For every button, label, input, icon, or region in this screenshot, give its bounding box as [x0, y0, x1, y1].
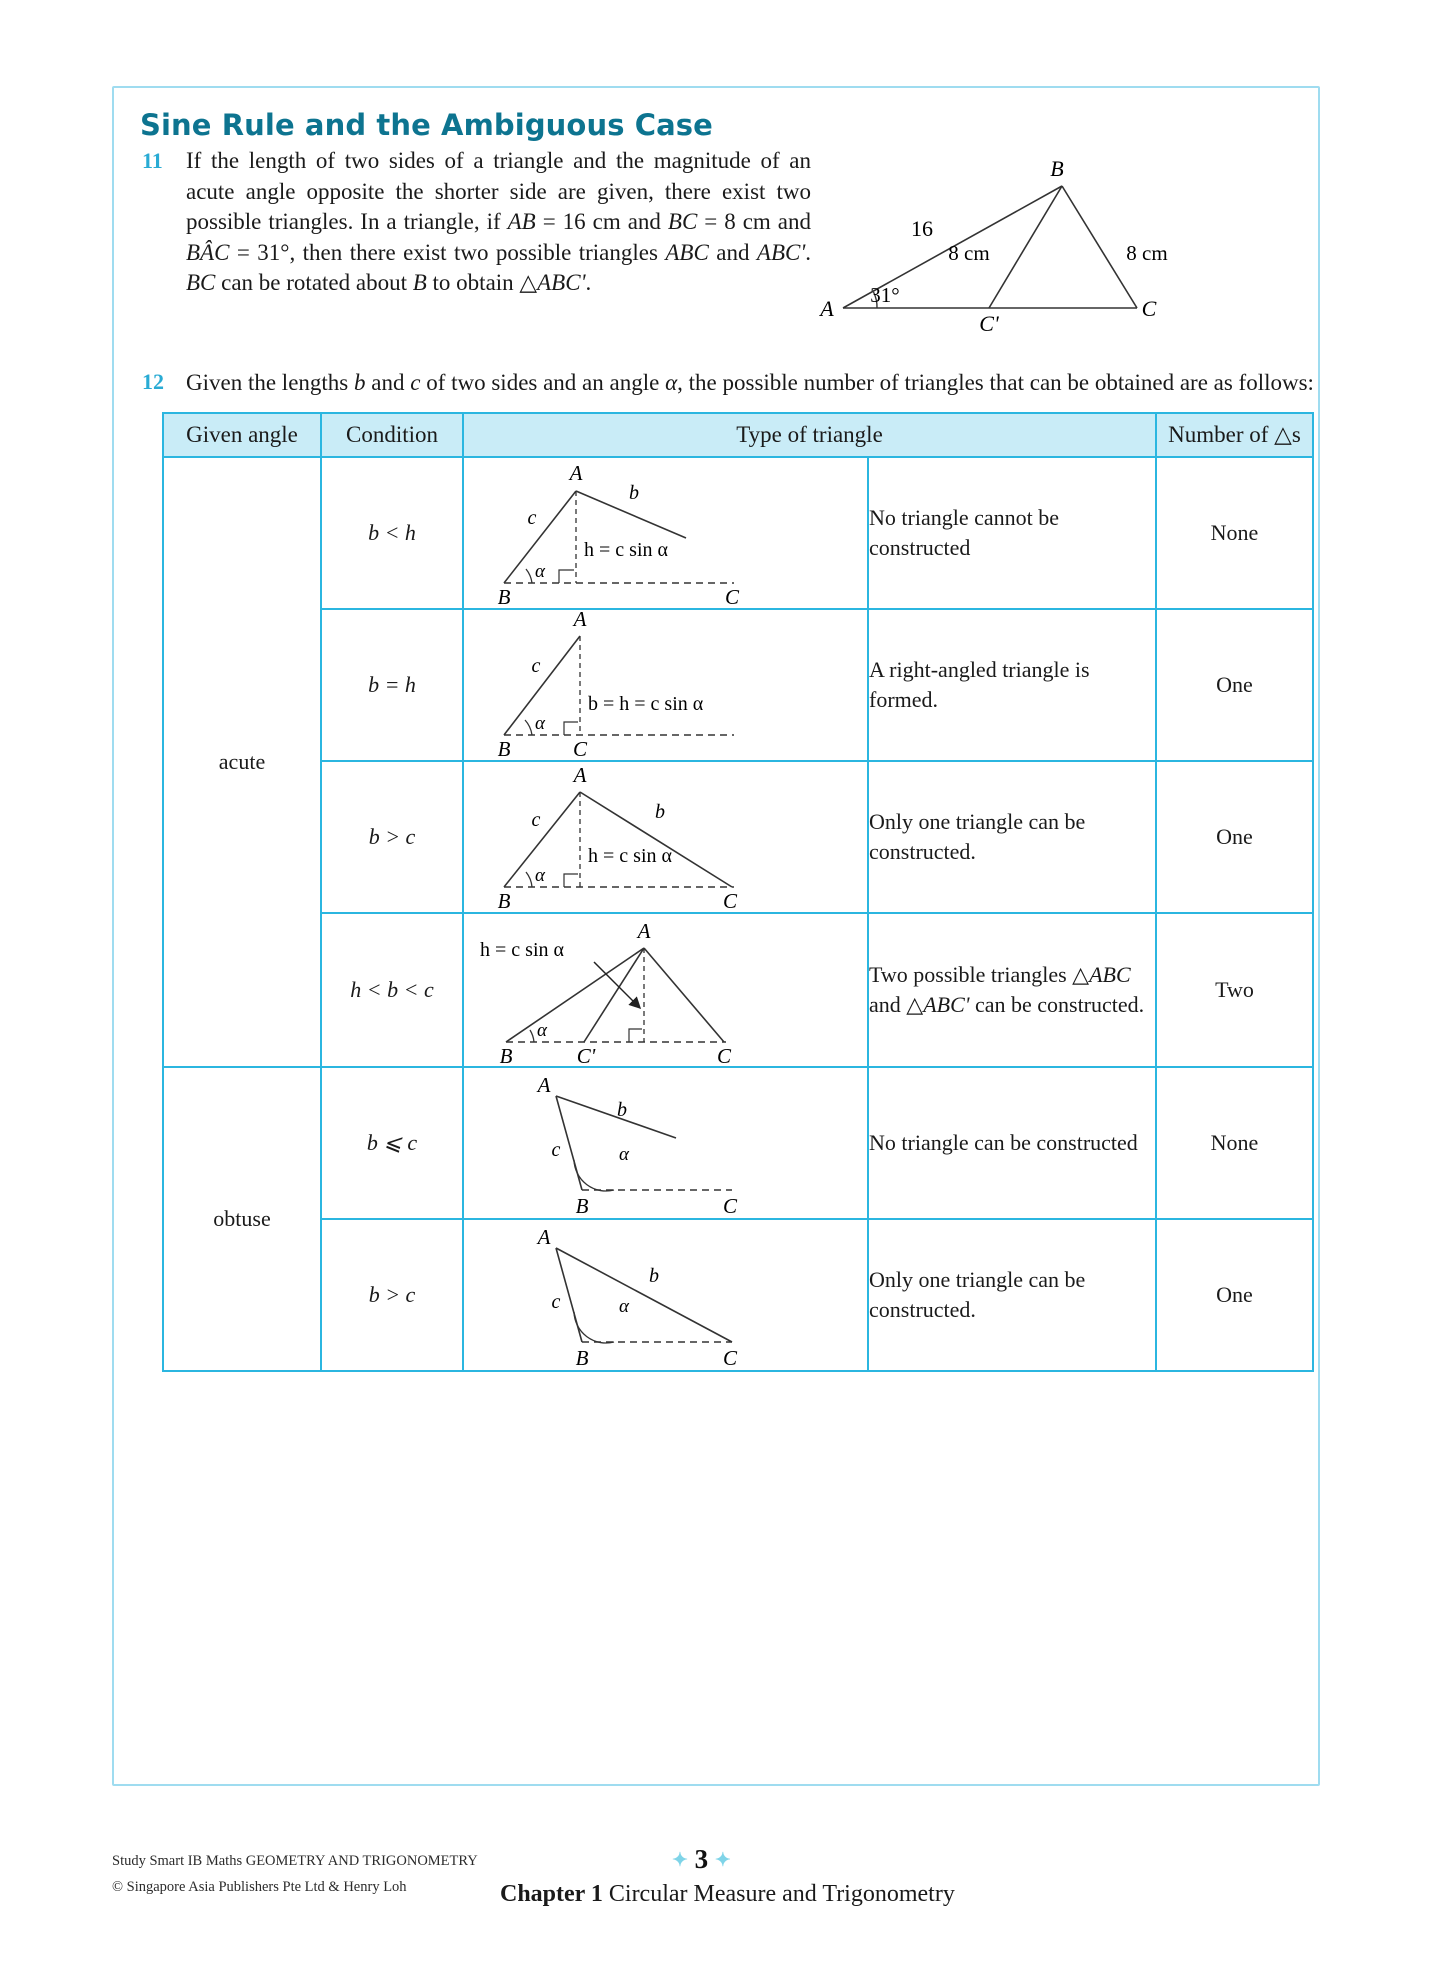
item-11-math-abc-prime: ABC' [756, 239, 806, 265]
item-11-text-part-7: can be rotated about [215, 270, 413, 295]
row-5-label-b: b [617, 1099, 627, 1121]
footer-left-block [112, 1848, 478, 1900]
row-3-label-h: h = c sin α [588, 845, 672, 867]
fig-acute-b-greater-c [464, 762, 754, 912]
fig11-label-B: B [1050, 156, 1064, 181]
fig11-label-C-prime: C' [979, 311, 999, 336]
row-1-label-C: C [724, 585, 740, 608]
row-2-condition: b = h [321, 609, 463, 761]
row-4-condition: h < b < c [321, 913, 463, 1067]
row-4-description [868, 913, 1156, 1067]
item-11-text-part-1: If the length of two sides of a triangle and the magnitude of an acute angle opposite the shorter side are given, there exist two possible triangles. In a triangle, if [186, 148, 811, 234]
row-5-label-alpha: α [619, 1144, 629, 1165]
table-row [163, 457, 1313, 609]
item-11-text-part-5: and [708, 239, 757, 265]
item-12-text-part-4: , the possible number of triangles that can be obtained are as follows: [677, 370, 1314, 395]
row-5-label-B: B [575, 1194, 589, 1218]
footer-line-2: © Singapore Asia Publishers Pte Ltd & Henry Loh [112, 1879, 407, 1895]
row-2-figure [463, 609, 868, 761]
row-5-condition: b ⩽ c [321, 1067, 463, 1219]
row-6-label-alpha: α [619, 1296, 629, 1317]
ambiguous-case-table [162, 412, 1314, 1372]
page-number: 3 [694, 1844, 709, 1874]
page-title: Sine Rule and the Ambiguous Case [140, 108, 713, 142]
fig-acute-h-b-c [464, 914, 754, 1066]
fig11-label-8cm-right: 8 cm [1126, 241, 1168, 265]
row-2-label-alpha: α [535, 713, 545, 734]
row-1-label-h: h = c sin α [584, 539, 668, 561]
page-footer [112, 1844, 1327, 1938]
header-type-of-triangle: Type of triangle [463, 413, 1156, 457]
fig-acute-b-equals-h [464, 610, 754, 760]
item-11-math-bc-2: BC [186, 270, 216, 295]
diamond-left-icon: ✦ [672, 1850, 688, 1871]
row-3-label-B: B [497, 889, 511, 912]
item-12-math-c: c [410, 370, 421, 395]
footer-chapter [500, 1881, 955, 1908]
row-3-condition: b > c [321, 761, 463, 913]
row-4-desc-math-abc: ABC [1089, 962, 1131, 987]
row-1-label-c: c [527, 507, 537, 529]
footer-page-number-block [672, 1844, 731, 1875]
group-label-acute: acute [163, 457, 321, 1067]
footer-line-1: Study Smart IB Maths GEOMETRY AND TRIGONOMETRY [112, 1853, 478, 1869]
item-11-text-part-6: . [805, 239, 811, 265]
fig11-label-side-16: 16 [911, 216, 933, 241]
row-2-description: A right-angled triangle is formed. [868, 609, 1156, 761]
row-3-number: One [1156, 761, 1313, 913]
item-11-number: 11 [142, 148, 163, 173]
row-5-figure [463, 1067, 868, 1219]
row-4-desc-part-1: Two possible triangles △ [869, 962, 1090, 987]
diamond-right-icon: ✦ [714, 1850, 731, 1871]
row-3-description: Only one triangle can be constructed. [868, 761, 1156, 913]
row-3-label-c: c [531, 809, 541, 831]
item-12-number: 12 [142, 369, 164, 394]
footer-chapter-label: Chapter 1 [500, 1881, 603, 1907]
fig-obtuse-b-gt-c [464, 1220, 754, 1370]
row-6-figure [463, 1219, 868, 1371]
item-11-figure [817, 156, 1320, 341]
item-11-math-abc: ABC [665, 239, 709, 265]
page-content [140, 108, 1320, 1372]
table-row [163, 1067, 1313, 1219]
item-11-text-part-3: = 8 cm and [697, 209, 811, 234]
row-1-label-b: b [629, 482, 639, 504]
item-11-text-part-8: to obtain △ [426, 270, 538, 295]
row-5-description: No triangle can be constructed [868, 1067, 1156, 1219]
row-6-number: One [1156, 1219, 1313, 1371]
item-11-text [186, 146, 811, 299]
row-5-label-c: c [551, 1139, 561, 1161]
row-2-label-c: c [531, 655, 541, 677]
row-1-label-B: B [497, 585, 511, 608]
row-3-label-C: C [722, 889, 738, 912]
item-12-text-part-3: of two sides and an angle [420, 370, 666, 395]
item-11-math-bc: BC [667, 209, 698, 234]
row-4-number: Two [1156, 913, 1313, 1067]
row-4-label-alpha: α [537, 1020, 547, 1041]
row-5-number: None [1156, 1067, 1313, 1219]
item-12-text-part-2: and [365, 370, 411, 395]
item-12-math-alpha: α [665, 370, 678, 395]
ambiguous-case-triangle-svg [817, 156, 1177, 341]
row-4-label-h: h = c sin α [480, 939, 564, 961]
table-row [163, 1219, 1313, 1371]
row-6-description: Only one triangle can be constructed. [868, 1219, 1156, 1371]
header-condition: Condition [321, 413, 463, 457]
table-row [163, 761, 1313, 913]
row-1-description: No triangle cannot be constructed [868, 457, 1156, 609]
row-3-label-alpha: α [535, 865, 545, 886]
row-2-label-h: b = h = c sin α [588, 693, 704, 715]
row-1-number: None [1156, 457, 1313, 609]
item-11-math-ab: AB [507, 209, 536, 234]
item-12-text [186, 367, 1320, 398]
fig11-label-8cm-left: 8 cm [948, 241, 990, 265]
row-6-condition: b > c [321, 1219, 463, 1371]
row-6-label-A: A [537, 1225, 551, 1249]
row-4-desc-part-3: can be constructed. [969, 992, 1145, 1017]
group-label-obtuse: obtuse [163, 1067, 321, 1371]
header-number: Number of △s [1156, 413, 1313, 457]
row-6-label-B: B [575, 1346, 589, 1370]
table-header-row [163, 413, 1313, 457]
row-5-label-C: C [722, 1194, 738, 1218]
row-1-figure [463, 457, 868, 609]
row-3-label-b: b [655, 801, 665, 823]
row-1-condition: b < h [321, 457, 463, 609]
row-6-label-C: C [722, 1346, 738, 1370]
item-11-math-angle-bac: BÂC [186, 239, 230, 265]
row-5-label-A: A [537, 1073, 551, 1097]
item-11-text-part-2: = 16 cm and [535, 209, 668, 234]
item-11-math-tri-abc-prime: ABC' [537, 270, 586, 295]
row-4-figure [463, 913, 868, 1067]
table-row [163, 913, 1313, 1067]
table-row [163, 609, 1313, 761]
row-1-label-A: A [569, 461, 583, 485]
row-4-desc-math-abc-prime: ABC' [923, 992, 970, 1017]
fig11-label-angle-31: 31° [870, 283, 900, 307]
fig-obtuse-b-le-c [464, 1068, 754, 1218]
fig11-label-A: A [820, 296, 834, 321]
row-4-desc-part-2: and △ [869, 992, 924, 1017]
row-1-label-alpha: α [535, 561, 545, 582]
row-2-number: One [1156, 609, 1313, 761]
item-11-math-b: B [412, 270, 427, 295]
row-4-label-B: B [499, 1044, 513, 1066]
row-2-label-A: A [573, 610, 587, 631]
row-4-label-A: A [637, 919, 651, 943]
row-4-label-C: C [716, 1044, 732, 1066]
row-3-figure [463, 761, 868, 913]
row-2-label-C: C [572, 737, 588, 760]
item-11-text-part-9: . [585, 270, 592, 295]
item-12-math-b: b [354, 370, 366, 395]
item-11-text-part-4: = 31°, then there exist two possible triangles [229, 239, 666, 265]
header-given-angle: Given angle [163, 413, 321, 457]
row-4-label-C-prime: C' [576, 1044, 596, 1066]
row-6-label-b: b [649, 1265, 659, 1287]
item-12-text-part-1: Given the lengths [186, 370, 354, 395]
row-2-label-B: B [497, 737, 511, 760]
fig-acute-b-less-h [464, 458, 754, 608]
row-6-label-c: c [551, 1291, 561, 1313]
item-11 [140, 146, 1320, 341]
footer-chapter-title: Circular Measure and Trigonometry [608, 1881, 955, 1907]
item-12 [140, 367, 1320, 398]
fig11-label-C: C [1141, 296, 1157, 321]
row-3-label-A: A [573, 763, 587, 787]
